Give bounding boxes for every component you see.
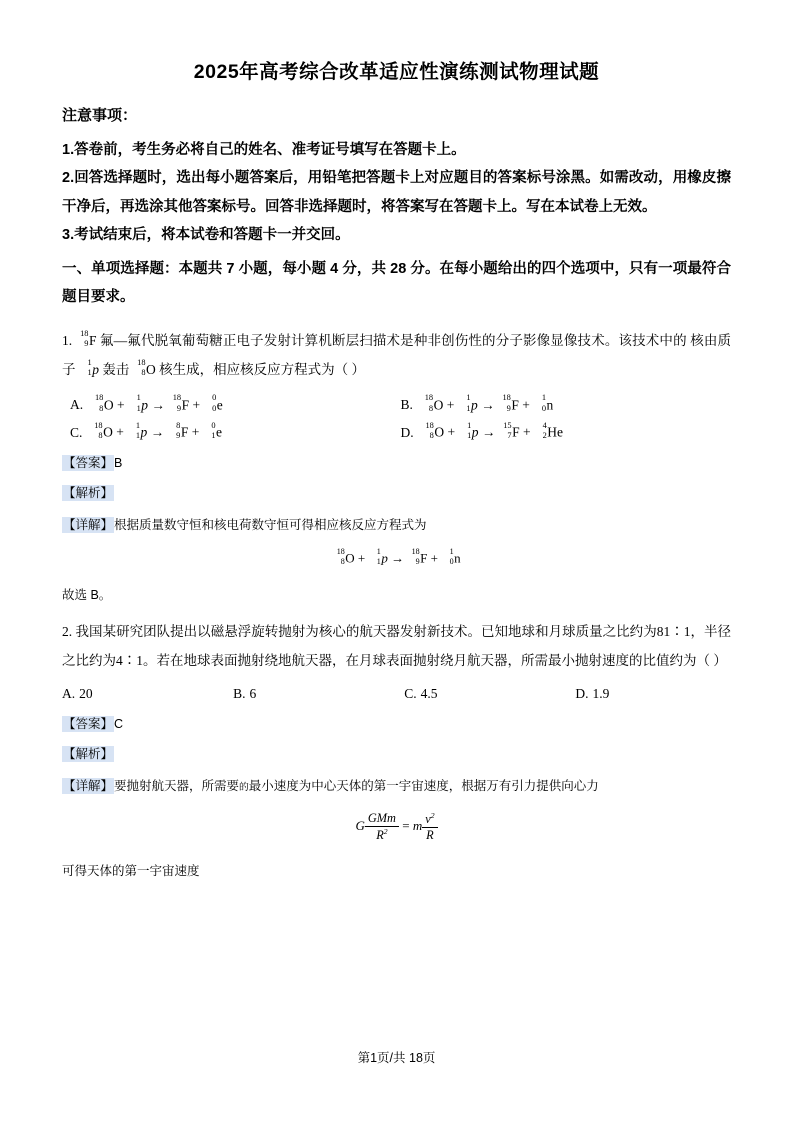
page-title: 2025年高考综合改革适应性演练测试物理试题 [193, 61, 600, 83]
option-c-label: C. [404, 686, 417, 702]
detail-label: 【详解】 [63, 779, 114, 794]
answer-label: 【答案】 [63, 717, 114, 732]
notice-item-3: 3.考试结束后，将本试卷和答题卡一并交回。 [62, 226, 350, 243]
question-2 [62, 617, 731, 879]
option-a-label: A. [70, 397, 84, 413]
question-1 [62, 326, 731, 603]
question-1-stem-text-3: 轰击 [102, 361, 130, 377]
question-2-detail [62, 775, 731, 799]
detail-label: 【详解】 [63, 517, 114, 532]
question-2-options [62, 686, 731, 702]
question-1-stem-text-4: 核生成，相应核反应方程式为（ ） [159, 361, 365, 377]
detail-text: 根据质量数守恒和核电荷数守恒可得相应核反应方程式为 [114, 517, 427, 532]
option-d-label: D. [575, 686, 589, 702]
answer-label: 【答案】 [63, 455, 114, 470]
question-2-number: 2. [62, 623, 73, 639]
detail-text-b: 的 [239, 782, 249, 794]
formula-m: m [412, 817, 423, 833]
question-2-option-c[interactable] [404, 686, 575, 702]
question-1-option-d[interactable]: D. 18 8 O + 1 1 p → 15 7 F + 4 2 He [400, 420, 564, 441]
proton-symbol: 1 1 p [87, 357, 99, 378]
question-2-stem [62, 617, 731, 676]
question-2-stem-text: 我国某研究团队提出以磁悬浮旋转抛射为核心的航天器发射新技术。已知地球和月球质量之比约为81∶1，半径之比约为4∶1。若在地球表面抛射绕地航天器，在月球表面抛射绕月航天器，所需最小抛射速度的比值约为（ ） [62, 623, 732, 669]
question-1-number: 1. [62, 332, 73, 348]
option-b-label: B. [400, 397, 413, 413]
option-b-label: B. [233, 686, 246, 702]
option-c-text: 4.5 [420, 686, 438, 702]
question-1-analysis [62, 483, 731, 501]
question-1-formula: 18 8 O + 1 1 p → 18 9 F + 1 0 n [336, 547, 461, 567]
notice-item-1: 1.答卷前，考生务必将自己的姓名、准考证号填写在答题卡上。 [62, 142, 466, 158]
page-footer: 第1页/共 18页 [357, 1051, 436, 1065]
question-1-conclusion: 故选 B。 [62, 587, 112, 602]
isotope-o18-inline: 18 8 O [137, 357, 156, 378]
question-2-conclusion: 可得天体的第一宇宙速度 [62, 863, 200, 878]
question-2-analysis [62, 744, 731, 762]
question-2-option-b[interactable] [233, 686, 404, 702]
section-heading: 一、单项选择题：本题共 7 小题，每小题 4 分，共 28 分。在每小题给出的四个选项中，只有一项最符合题目要求。 [62, 261, 731, 306]
analysis-label: 【解析】 [63, 485, 114, 500]
question-1-detail [62, 514, 731, 538]
question-1-option-b[interactable]: B. 18 8 O + 1 1 p → 18 9 F + 1 0 n [400, 393, 554, 413]
formula-equals: = [402, 817, 410, 833]
question-1-stem-text-1: 氟—氟代脱氧葡萄糖正电子发射计算机断层扫描术是种非创伤性的分子影像显像技术。该技术中的 [100, 332, 687, 348]
question-1-answer [62, 453, 731, 471]
answer-value: C [114, 717, 124, 732]
question-2-option-a[interactable] [62, 686, 233, 702]
isotope-f18-inline: 18 9 F [80, 328, 97, 349]
option-d-text: 1.9 [592, 686, 610, 702]
question-2-answer [62, 714, 731, 732]
analysis-label: 【解析】 [63, 747, 114, 762]
option-a-label: A. [62, 686, 76, 702]
option-a-text: 20 [79, 686, 93, 702]
notice-item-2: 2.回答选择题时，选出每小题答案后，用铅笔把答题卡上对应题目的答案标号涂黑。如需改动，用橡皮擦干净后，再选涂其他答案标号。回答非选择题时，将答案写在答题卡上。写在本试卷上无效。 [62, 170, 731, 215]
question-2-formula: G $\frac{\text{GMm}}{R^2}$ = m $\frac{v^2}{R}$ [62, 811, 731, 843]
option-c-label: C. [70, 424, 83, 440]
question-1-option-a[interactable]: A. 18 8 O + 1 1 p → 18 9 F + 0 0 e [70, 393, 223, 413]
question-1-stem-text-2: 核由质子 [62, 332, 732, 377]
question-1-stem [62, 326, 731, 384]
detail-text-c: 最小速度为中心天体的第一宇宙速度，根据万有引力提供向心力 [248, 779, 599, 794]
formula-num-left: GMm [365, 811, 399, 827]
question-1-option-c[interactable]: C. 18 8 O + 1 1 p → 8 9 F + 0 1 e [70, 420, 223, 441]
option-b-text: 6 [249, 686, 257, 702]
answer-value: B [114, 455, 123, 470]
question-1-options [62, 393, 731, 441]
question-2-option-d[interactable] [575, 686, 731, 702]
option-d-label: D. [400, 424, 414, 440]
notice-heading: 注意事项： [62, 107, 138, 124]
detail-text-a: 要抛射航天器，所需要 [114, 779, 240, 794]
